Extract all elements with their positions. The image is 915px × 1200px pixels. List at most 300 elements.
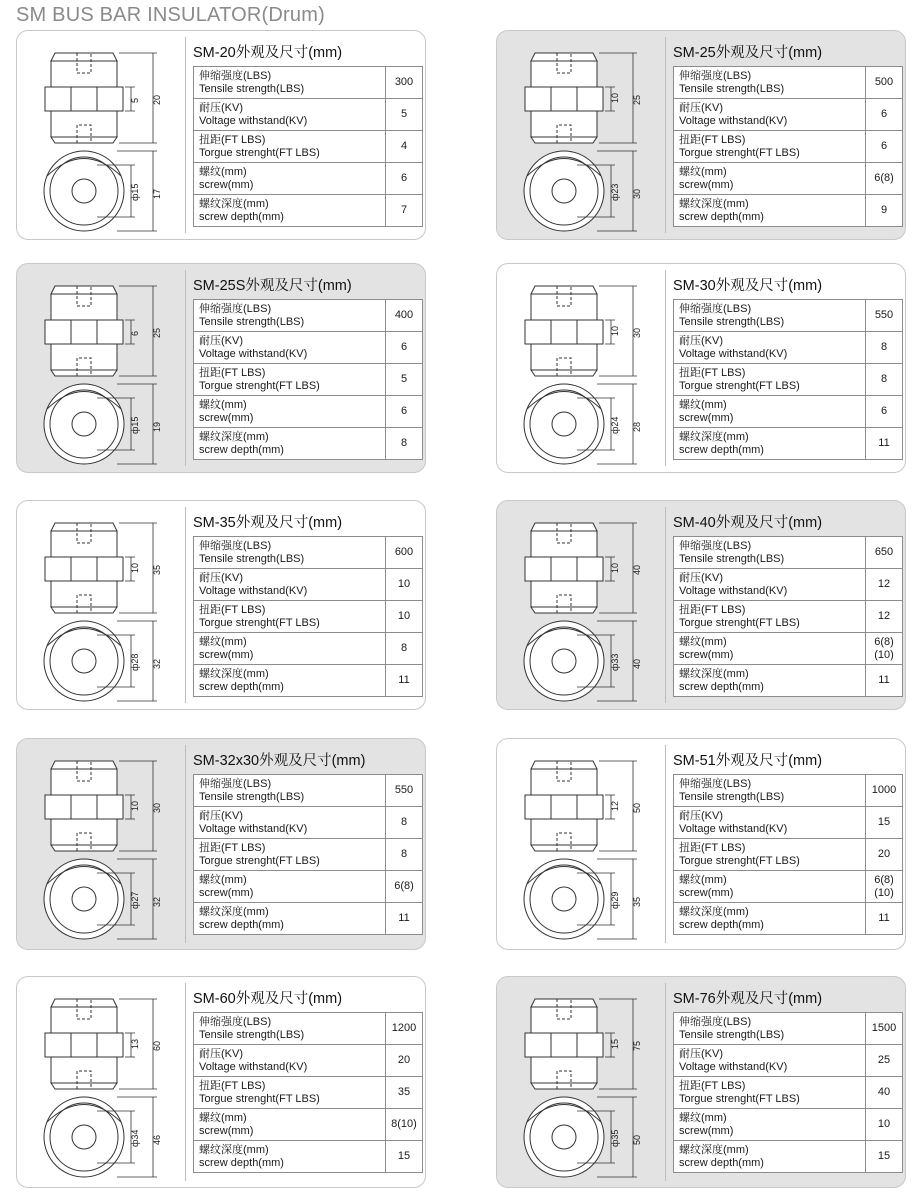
spec-label (674, 1045, 866, 1077)
spec-label-en: screw(mm) (679, 1124, 734, 1137)
spec-value: 8 (386, 807, 423, 839)
spec-label (674, 195, 866, 227)
spec-label-en: screw(mm) (199, 411, 254, 424)
product-card (16, 738, 426, 950)
spec-label (194, 1013, 386, 1045)
spec-row (674, 131, 903, 163)
spec-value: 6(8) (866, 163, 903, 195)
spec-label-cn: 螺纹(mm) (199, 874, 247, 886)
dim-bottom-outer: 17 (152, 188, 162, 199)
spec-label (194, 195, 386, 227)
drawing-area (497, 264, 665, 472)
spec-row (674, 99, 903, 131)
spec-label-cn: 螺纹深度(mm) (199, 906, 269, 918)
spec-value: 6 (866, 131, 903, 163)
spec-label (194, 1077, 386, 1109)
spec-label-cn: 伸缩强度(LBS) (679, 778, 752, 790)
spec-label-en: screw depth(mm) (199, 680, 284, 693)
spec-label-cn: 扭距(FT LBS) (199, 367, 266, 379)
product-card (496, 500, 906, 710)
insulator-drawing (497, 264, 665, 469)
spec-value: 5 (386, 364, 423, 396)
spec-label (194, 537, 386, 569)
spec-value: 20 (386, 1045, 423, 1077)
spec-label-en: Torgue strenght(FT LBS) (199, 379, 320, 392)
spec-value: 6(8)(10) (866, 633, 903, 665)
spec-label-en: screw depth(mm) (679, 1156, 764, 1169)
spec-label (674, 537, 866, 569)
spec-value: 8 (386, 633, 423, 665)
spec-value: 15 (386, 1141, 423, 1173)
dim-top-inner: 12 (610, 800, 620, 811)
spec-row (194, 1013, 423, 1045)
spec-value: 10 (386, 601, 423, 633)
spec-value: 400 (386, 300, 423, 332)
spec-label (194, 428, 386, 460)
dim-bottom-inner: ф23 (610, 183, 620, 201)
spec-row (194, 163, 423, 195)
spec-label (194, 1141, 386, 1173)
spec-label-en: screw(mm) (199, 178, 254, 191)
spec-label-cn: 扭距(FT LBS) (679, 367, 746, 379)
insulator-drawing (17, 501, 185, 706)
spec-row (194, 332, 423, 364)
page-title: SM BUS BAR INSULATOR(Drum) (16, 4, 325, 26)
spec-row (194, 537, 423, 569)
spec-row (674, 67, 903, 99)
spec-label-en: Tensile strength(LBS) (679, 552, 785, 565)
spec-value: 8 (866, 332, 903, 364)
spec-row (194, 569, 423, 601)
dim-bottom-inner: ф15 (130, 416, 140, 434)
dim-top-outer: 25 (152, 327, 162, 338)
spec-label (194, 99, 386, 131)
divider (185, 270, 186, 466)
spec-label (194, 839, 386, 871)
spec-row (674, 300, 903, 332)
spec-row (674, 601, 903, 633)
spec-table (193, 66, 423, 227)
spec-label-cn: 螺纹(mm) (199, 399, 247, 411)
dim-top-inner: 10 (130, 800, 140, 811)
spec-value: 11 (866, 665, 903, 697)
spec-label (194, 633, 386, 665)
divider (665, 745, 666, 943)
spec-label-en: Tensile strength(LBS) (199, 1028, 305, 1041)
spec-label-en: screw(mm) (199, 1124, 254, 1137)
spec-label (674, 665, 866, 697)
spec-label-cn: 螺纹(mm) (199, 636, 247, 648)
dim-top-outer: 25 (632, 94, 642, 105)
spec-label (674, 163, 866, 195)
spec-label-en: Voltage withstand(KV) (679, 114, 788, 127)
spec-label-cn: 扭距(FT LBS) (679, 842, 746, 854)
spec-label-cn: 扭距(FT LBS) (679, 1080, 746, 1092)
spec-value: 9 (866, 195, 903, 227)
dim-bottom-outer: 19 (152, 421, 162, 432)
spec-row (194, 903, 423, 935)
spec-row (674, 569, 903, 601)
insulator-drawing (497, 501, 665, 706)
spec-row (674, 364, 903, 396)
dim-bottom-inner: ф24 (610, 416, 620, 434)
spec-label-cn: 螺纹(mm) (679, 166, 727, 178)
spec-table (193, 299, 423, 460)
spec-label-cn: 螺纹深度(mm) (679, 1144, 749, 1156)
spec-value: 650 (866, 537, 903, 569)
spec-label (194, 871, 386, 903)
insulator-drawing (497, 739, 665, 944)
dim-top-outer: 50 (632, 802, 642, 813)
model-title: SM-60外观及尺寸(mm) (193, 991, 343, 1007)
spec-value: 6 (386, 163, 423, 195)
spec-label (194, 67, 386, 99)
spec-label-en: Voltage withstand(KV) (199, 584, 308, 597)
spec-label-cn: 伸缩强度(LBS) (199, 1016, 272, 1028)
spec-label-cn: 螺纹(mm) (199, 166, 247, 178)
product-card (496, 738, 906, 950)
spec-table (673, 774, 903, 935)
spec-label-en: screw depth(mm) (679, 210, 764, 223)
spec-label (194, 1109, 386, 1141)
spec-label-cn: 耐压(KV) (679, 102, 723, 114)
spec-label (194, 332, 386, 364)
spec-label-cn: 螺纹(mm) (679, 874, 727, 886)
dim-bottom-inner: ф15 (130, 183, 140, 201)
spec-label (194, 665, 386, 697)
spec-label-en: Tensile strength(LBS) (199, 552, 305, 565)
spec-label-en: Voltage withstand(KV) (199, 822, 308, 835)
spec-label (674, 1013, 866, 1045)
spec-value: 550 (866, 300, 903, 332)
spec-value: 11 (866, 903, 903, 935)
spec-row (194, 665, 423, 697)
dim-top-outer: 60 (152, 1040, 162, 1051)
spec-value: 5 (386, 99, 423, 131)
spec-value: 10 (386, 569, 423, 601)
spec-label-en: Torgue strenght(FT LBS) (199, 146, 320, 159)
spec-value: 35 (386, 1077, 423, 1109)
model-title: SM-35外观及尺寸(mm) (193, 515, 343, 531)
spec-label-en: screw depth(mm) (199, 210, 284, 223)
spec-label-cn: 螺纹深度(mm) (199, 431, 269, 443)
spec-label-en: Torgue strenght(FT LBS) (199, 1092, 320, 1105)
spec-label (674, 1109, 866, 1141)
spec-label-cn: 伸缩强度(LBS) (199, 540, 272, 552)
insulator-drawing (17, 977, 185, 1182)
model-title: SM-25S外观及尺寸(mm) (193, 278, 352, 294)
spec-label-cn: 耐压(KV) (679, 1048, 723, 1060)
dim-top-outer: 30 (152, 802, 162, 813)
spec-label-cn: 螺纹(mm) (679, 1112, 727, 1124)
spec-row (674, 775, 903, 807)
divider (665, 37, 666, 233)
spec-label-cn: 耐压(KV) (679, 335, 723, 347)
spec-label-cn: 螺纹(mm) (679, 399, 727, 411)
model-title: SM-51外观及尺寸(mm) (673, 753, 823, 769)
spec-label-en: Tensile strength(LBS) (199, 790, 305, 803)
spec-label-en: Torgue strenght(FT LBS) (679, 616, 800, 629)
spec-label-en: Tensile strength(LBS) (679, 315, 785, 328)
spec-label (194, 601, 386, 633)
spec-label-cn: 耐压(KV) (199, 102, 243, 114)
spec-row (674, 195, 903, 227)
spec-label-en: Voltage withstand(KV) (679, 822, 788, 835)
spec-label (674, 1077, 866, 1109)
spec-label-en: screw depth(mm) (679, 918, 764, 931)
spec-row (194, 428, 423, 460)
drawing-area (17, 264, 185, 472)
product-card (16, 263, 426, 473)
spec-label (194, 163, 386, 195)
spec-label (194, 1045, 386, 1077)
spec-label-en: Torgue strenght(FT LBS) (199, 616, 320, 629)
spec-value: 550 (386, 775, 423, 807)
spec-row (194, 364, 423, 396)
spec-label-cn: 耐压(KV) (199, 335, 243, 347)
spec-table (193, 774, 423, 935)
drawing-area (497, 501, 665, 709)
spec-label-cn: 耐压(KV) (199, 810, 243, 822)
spec-label-cn: 螺纹深度(mm) (199, 198, 269, 210)
dim-top-inner: 10 (130, 562, 140, 573)
spec-value: 600 (386, 537, 423, 569)
spec-row (194, 839, 423, 871)
dim-top-inner: 13 (130, 1038, 140, 1049)
drawing-area (17, 31, 185, 239)
dim-top-outer: 35 (152, 564, 162, 575)
spec-value: 6 (386, 332, 423, 364)
spec-label-en: screw depth(mm) (679, 443, 764, 456)
spec-value: 15 (866, 1141, 903, 1173)
divider (185, 37, 186, 233)
spec-row (674, 537, 903, 569)
spec-table (673, 66, 903, 227)
spec-value: 1500 (866, 1013, 903, 1045)
spec-label (674, 839, 866, 871)
divider (185, 745, 186, 943)
spec-label-en: Tensile strength(LBS) (199, 82, 305, 95)
spec-row (194, 601, 423, 633)
dim-bottom-inner: ф34 (130, 1129, 140, 1147)
product-card (16, 976, 426, 1188)
insulator-drawing (17, 264, 185, 469)
spec-row (674, 332, 903, 364)
spec-row (194, 633, 423, 665)
spec-value: 20 (866, 839, 903, 871)
dim-bottom-outer: 28 (632, 421, 642, 432)
spec-label-en: screw(mm) (679, 648, 734, 661)
dim-top-outer: 30 (632, 327, 642, 338)
drawing-area (17, 739, 185, 949)
model-title: SM-20外观及尺寸(mm) (193, 45, 343, 61)
spec-label (674, 99, 866, 131)
spec-value: 1000 (866, 775, 903, 807)
spec-label (674, 332, 866, 364)
dim-top-inner: 15 (610, 1038, 620, 1049)
spec-row (674, 807, 903, 839)
spec-row (194, 195, 423, 227)
spec-row (674, 665, 903, 697)
spec-label (194, 396, 386, 428)
spec-row (194, 1109, 423, 1141)
spec-label (194, 300, 386, 332)
spec-label-en: Voltage withstand(KV) (679, 1060, 788, 1073)
dim-top-inner: 5 (130, 97, 140, 103)
spec-row (674, 396, 903, 428)
spec-value: 11 (866, 428, 903, 460)
spec-value: 6 (386, 396, 423, 428)
spec-label-en: screw(mm) (679, 178, 734, 191)
spec-label (674, 601, 866, 633)
product-card (16, 500, 426, 710)
dim-bottom-inner: ф35 (610, 1129, 620, 1147)
drawing-area (497, 739, 665, 949)
spec-label-en: Tensile strength(LBS) (679, 82, 785, 95)
divider (665, 507, 666, 703)
spec-label-en: Voltage withstand(KV) (199, 114, 308, 127)
spec-row (194, 300, 423, 332)
product-card (16, 30, 426, 240)
spec-label-en: screw depth(mm) (199, 918, 284, 931)
spec-label-cn: 伸缩强度(LBS) (199, 303, 272, 315)
spec-label (674, 633, 866, 665)
spec-row (194, 807, 423, 839)
spec-label-cn: 伸缩强度(LBS) (679, 303, 752, 315)
spec-row (674, 871, 903, 903)
spec-label-en: screw(mm) (679, 886, 734, 899)
spec-label (194, 364, 386, 396)
spec-label-cn: 伸缩强度(LBS) (679, 540, 752, 552)
dim-bottom-outer: 40 (632, 658, 642, 669)
dim-top-inner: 6 (130, 330, 140, 336)
spec-row (194, 396, 423, 428)
spec-value: 300 (386, 67, 423, 99)
dim-bottom-outer: 46 (152, 1134, 162, 1145)
spec-label-en: Tensile strength(LBS) (199, 315, 305, 328)
dim-top-outer: 40 (632, 564, 642, 575)
spec-row (674, 839, 903, 871)
dim-bottom-outer: 50 (632, 1134, 642, 1145)
spec-value: 11 (386, 903, 423, 935)
spec-label (194, 807, 386, 839)
spec-row (194, 99, 423, 131)
spec-label-en: Tensile strength(LBS) (679, 1028, 785, 1041)
spec-row (674, 633, 903, 665)
spec-label-en: Voltage withstand(KV) (679, 347, 788, 360)
spec-label (194, 903, 386, 935)
spec-row (674, 903, 903, 935)
spec-label (674, 903, 866, 935)
spec-row (194, 131, 423, 163)
spec-row (194, 871, 423, 903)
spec-label-cn: 伸缩强度(LBS) (199, 778, 272, 790)
dim-bottom-inner: ф33 (610, 653, 620, 671)
spec-label (674, 131, 866, 163)
spec-label-en: Torgue strenght(FT LBS) (199, 854, 320, 867)
spec-label-cn: 扭距(FT LBS) (199, 1080, 266, 1092)
spec-label-cn: 螺纹(mm) (199, 1112, 247, 1124)
spec-label-en: Voltage withstand(KV) (679, 584, 788, 597)
spec-label-en: Torgue strenght(FT LBS) (679, 379, 800, 392)
spec-value: 12 (866, 569, 903, 601)
spec-label-en: Torgue strenght(FT LBS) (679, 854, 800, 867)
dim-top-inner: 10 (610, 92, 620, 103)
product-card (496, 263, 906, 473)
spec-row (194, 1141, 423, 1173)
spec-row (674, 1045, 903, 1077)
spec-row (674, 1141, 903, 1173)
spec-row (194, 775, 423, 807)
spec-value: 15 (866, 807, 903, 839)
spec-label-cn: 扭距(FT LBS) (679, 604, 746, 616)
spec-value: 8 (386, 428, 423, 460)
spec-value: 8(10) (386, 1109, 423, 1141)
spec-label-cn: 螺纹深度(mm) (679, 431, 749, 443)
spec-label-en: screw depth(mm) (199, 443, 284, 456)
spec-label-en: Voltage withstand(KV) (199, 347, 308, 360)
dim-top-outer: 20 (152, 94, 162, 105)
divider (185, 507, 186, 703)
drawing-area (497, 31, 665, 239)
product-card (496, 976, 906, 1188)
spec-label-cn: 耐压(KV) (679, 572, 723, 584)
spec-value: 500 (866, 67, 903, 99)
dim-bottom-inner: ф28 (130, 653, 140, 671)
spec-label (674, 67, 866, 99)
divider (665, 983, 666, 1181)
spec-value: 6(8)(10) (866, 871, 903, 903)
model-title: SM-76外观及尺寸(mm) (673, 991, 823, 1007)
spec-value: 25 (866, 1045, 903, 1077)
spec-label-cn: 扭距(FT LBS) (199, 842, 266, 854)
dim-bottom-outer: 32 (152, 896, 162, 907)
spec-label-en: Tensile strength(LBS) (679, 790, 785, 803)
spec-label-cn: 扭距(FT LBS) (199, 604, 266, 616)
spec-value: 12 (866, 601, 903, 633)
drawing-area (17, 977, 185, 1187)
spec-label-en: Torgue strenght(FT LBS) (679, 146, 800, 159)
model-title: SM-32x30外观及尺寸(mm) (193, 753, 366, 769)
spec-value: 11 (386, 665, 423, 697)
model-title: SM-40外观及尺寸(mm) (673, 515, 823, 531)
spec-row (194, 67, 423, 99)
spec-table (193, 536, 423, 697)
spec-row (674, 1077, 903, 1109)
spec-value: 40 (866, 1077, 903, 1109)
drawing-area (17, 501, 185, 709)
spec-value: 4 (386, 131, 423, 163)
spec-table (193, 1012, 423, 1173)
dim-bottom-outer: 30 (632, 188, 642, 199)
dim-top-outer: 75 (632, 1040, 642, 1051)
spec-label (674, 428, 866, 460)
spec-label-cn: 扭距(FT LBS) (199, 134, 266, 146)
spec-row (674, 1013, 903, 1045)
spec-value: 6 (866, 396, 903, 428)
dim-bottom-inner: ф27 (130, 891, 140, 909)
spec-value: 6 (866, 99, 903, 131)
spec-label-en: screw(mm) (199, 886, 254, 899)
spec-value: 7 (386, 195, 423, 227)
model-title: SM-30外观及尺寸(mm) (673, 278, 823, 294)
spec-label-cn: 螺纹(mm) (679, 636, 727, 648)
spec-label (674, 364, 866, 396)
spec-label-en: screw depth(mm) (199, 1156, 284, 1169)
spec-label-cn: 伸缩强度(LBS) (679, 1016, 752, 1028)
dim-bottom-inner: ф29 (610, 891, 620, 909)
spec-label (674, 807, 866, 839)
